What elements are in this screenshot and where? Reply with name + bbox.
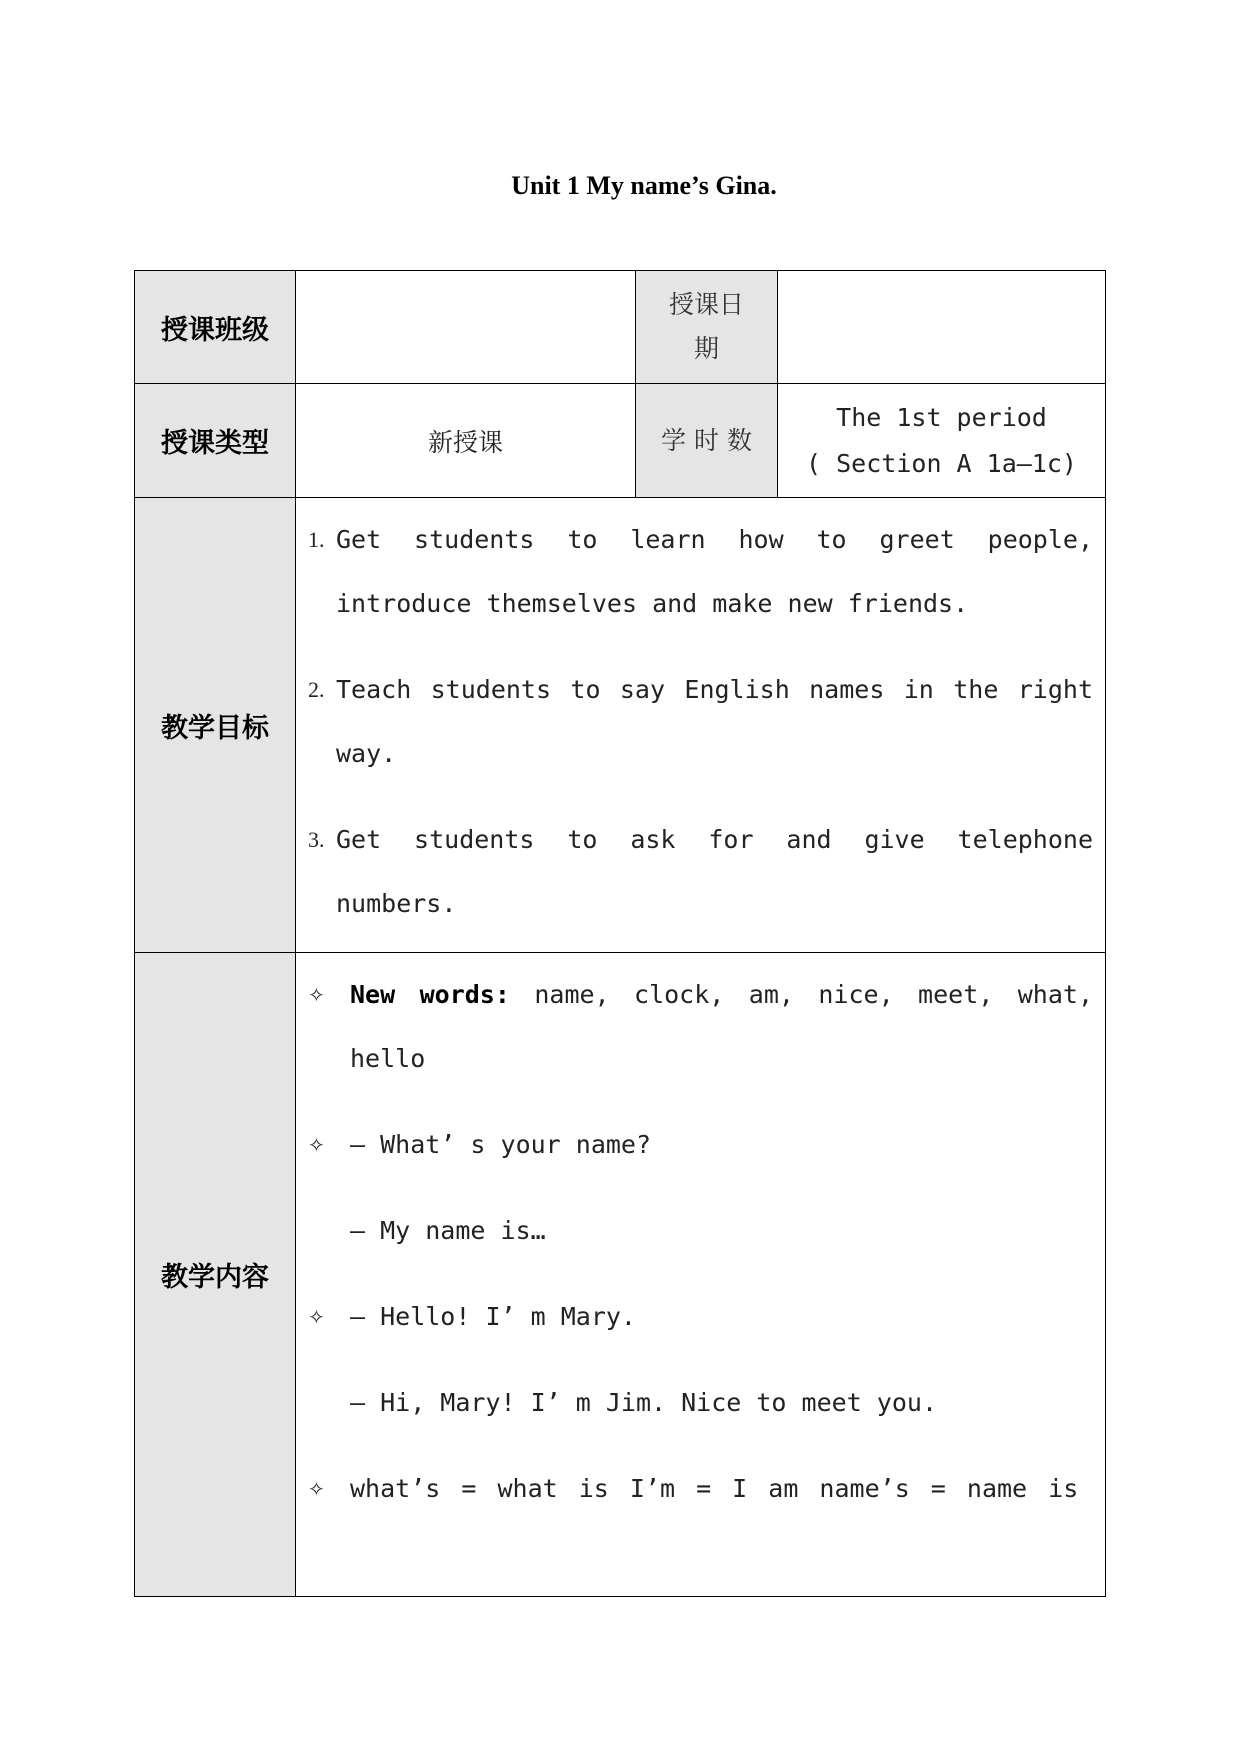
hours-label xyxy=(636,384,778,498)
class-value xyxy=(296,271,636,384)
dialog-line: — Hello! I’ m Mary. xyxy=(350,1302,636,1331)
hours-label-text: 学 时 数 xyxy=(661,425,752,455)
objectives-content xyxy=(296,498,1106,953)
lesson-plan-table xyxy=(134,270,1106,1597)
content-item-dialog-1 xyxy=(308,1113,1093,1263)
contractions-text: what’s = what is I’m = I am name’s = name is xyxy=(350,1474,1079,1503)
type-value: 新授课 xyxy=(296,384,636,498)
table-row-class xyxy=(135,271,1106,384)
class-label: 授课班级 xyxy=(135,271,296,384)
table-row-objectives xyxy=(135,498,1106,953)
objective-text: Get students to ask for and give telephone numbers. xyxy=(336,825,1093,918)
objective-item xyxy=(308,658,1093,786)
objective-number: 3. xyxy=(308,827,325,852)
objective-number: 2. xyxy=(308,677,325,702)
diamond-bullet-icon: ✧ xyxy=(308,1133,325,1157)
table-row-content xyxy=(135,953,1106,1597)
diamond-bullet-icon: ✧ xyxy=(308,1305,325,1329)
objective-text: Teach students to say English names in the right way. xyxy=(336,675,1093,768)
objective-number: 1. xyxy=(308,527,325,552)
teaching-content xyxy=(296,953,1106,1597)
new-words-label: New words: xyxy=(350,980,510,1009)
objectives-label: 教学目标 xyxy=(135,498,296,953)
date-label-text: 授课日期 xyxy=(668,290,744,363)
new-words-list: name, clock, am, nice, meet, what, hello xyxy=(350,980,1094,1073)
content-label: 教学内容 xyxy=(135,953,296,1597)
period-line-2: ( Section A 1a—1c) xyxy=(806,448,1077,478)
type-label: 授课类型 xyxy=(135,384,296,498)
dialog-line: — My name is… xyxy=(350,1216,546,1245)
table-row-type xyxy=(135,384,1106,498)
date-value xyxy=(778,271,1106,384)
objective-item xyxy=(308,808,1093,936)
document-title: Unit 1 My name’s Gina. xyxy=(511,171,777,200)
content-item-contractions xyxy=(308,1457,1093,1521)
dialog-line: — Hi, Mary! I’ m Jim. Nice to meet you. xyxy=(350,1388,937,1417)
hours-value xyxy=(778,384,1106,498)
diamond-bullet-icon: ✧ xyxy=(308,1477,325,1501)
content-item-new-words xyxy=(308,963,1093,1091)
period-line-1: The 1st period xyxy=(836,402,1047,432)
dialog-line: — What’ s your name? xyxy=(350,1130,652,1159)
diamond-bullet-icon: ✧ xyxy=(308,983,325,1007)
date-label xyxy=(636,271,778,384)
content-item-dialog-2 xyxy=(308,1285,1093,1435)
objective-item xyxy=(308,508,1093,636)
objective-text: Get students to learn how to greet people, introduce themselves and make new friends. xyxy=(336,525,1093,618)
